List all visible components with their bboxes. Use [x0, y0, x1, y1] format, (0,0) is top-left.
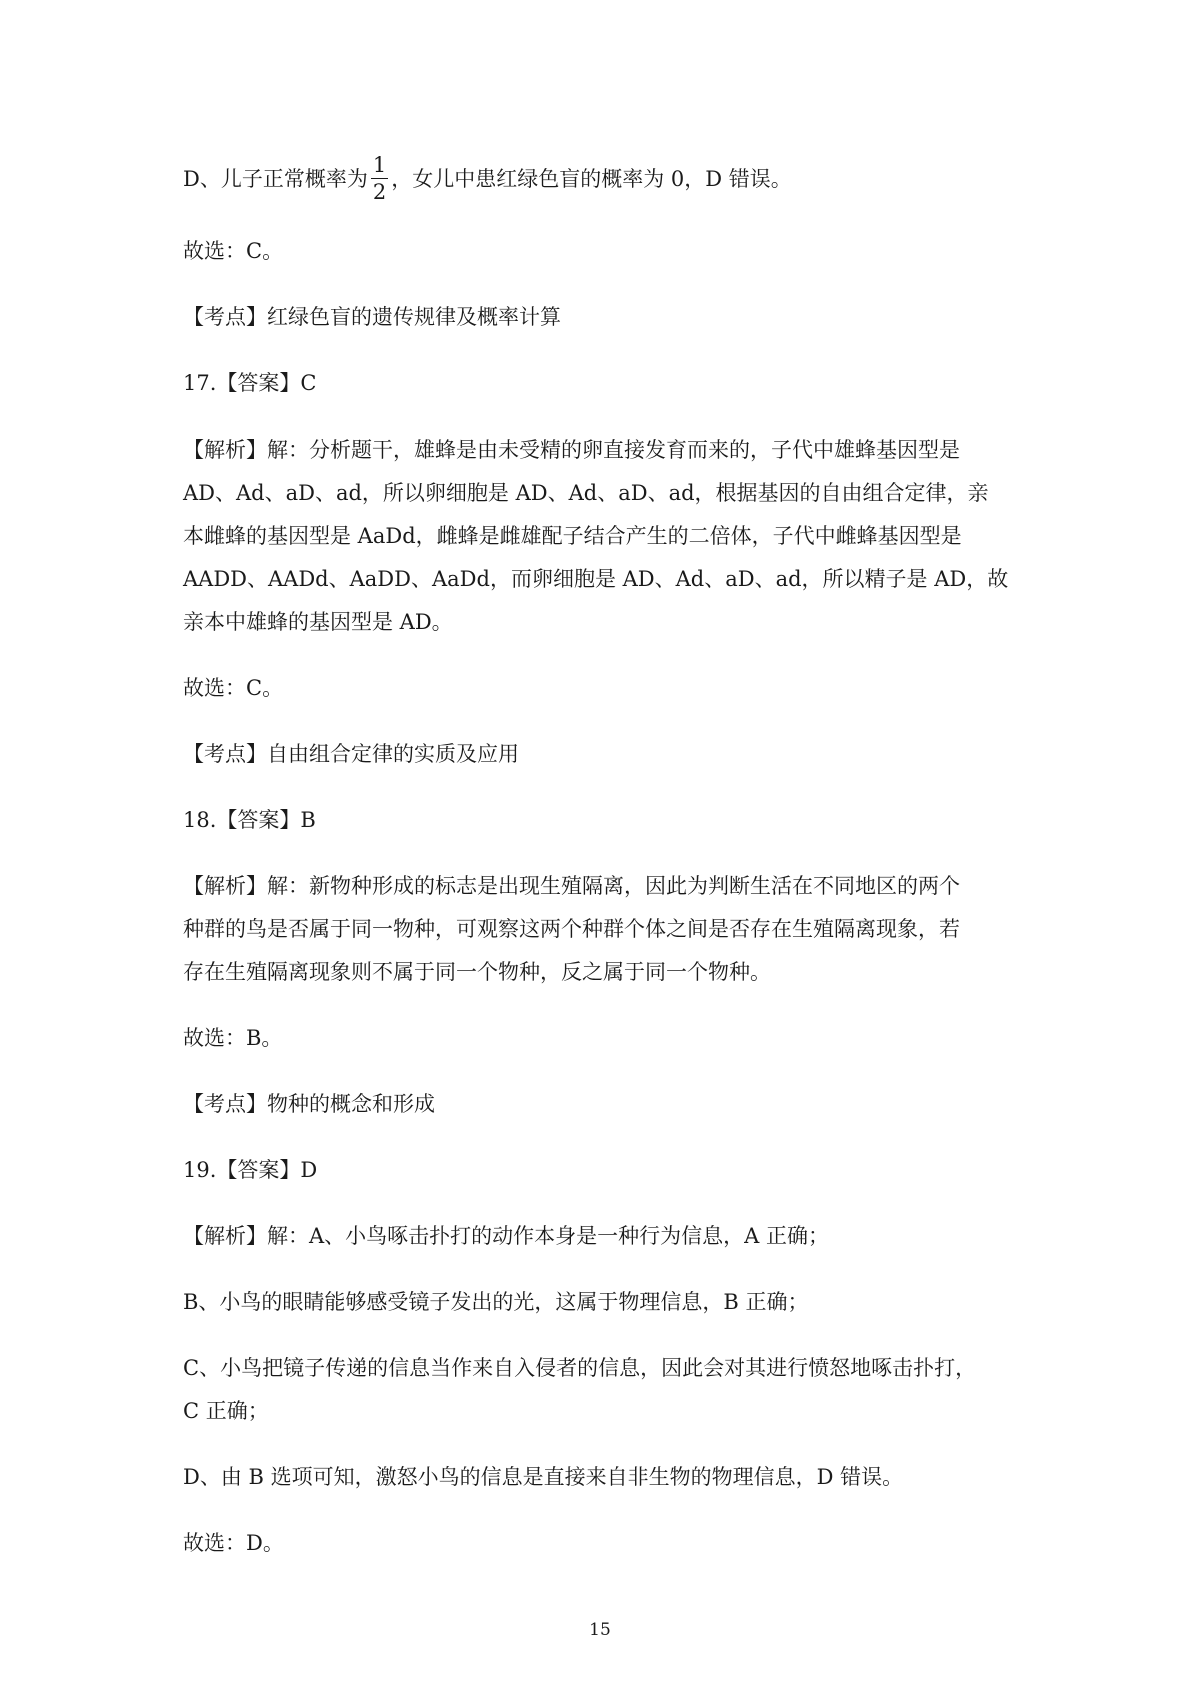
page-number: 15: [589, 1620, 611, 1640]
q19-analysis-a: 【解析】解：A、小鸟啄击扑打的动作本身是一种行为信息，A 正确；: [183, 1224, 830, 1248]
q17-point: 【考点】自由组合定律的实质及应用: [183, 742, 519, 766]
q16-option-d: [183, 154, 1043, 207]
fraction-denominator: 2: [372, 180, 387, 204]
q16-option-d-text-after: ，女儿中患红绿色盲的概率为 0，D 错误。: [391, 167, 792, 191]
q17-analysis-line-2: AD、Ad、aD、ad，所以卵细胞是 AD、Ad、aD、ad，根据基因的自由组合定律，亲: [183, 481, 989, 505]
q18-answer: 18.【答案】B: [183, 808, 316, 832]
q16-point: 【考点】红绿色盲的遗传规律及概率计算: [183, 305, 561, 329]
q19-analysis-b: B、小鸟的眼睛能够感受镜子发出的光，这属于物理信息，B 正确；: [183, 1290, 809, 1314]
q18-choice: 故选：B。: [183, 1026, 283, 1050]
q18-analysis-line-1: 【解析】解：新物种形成的标志是出现生殖隔离，因此为判断生活在不同地区的两个: [183, 874, 960, 898]
q19-choice: 故选：D。: [183, 1531, 284, 1555]
q17-analysis-line-5: 亲本中雄蜂的基因型是 AD。: [183, 610, 453, 634]
q17-answer: 17.【答案】C: [183, 371, 317, 395]
q17-choice: 故选：C。: [183, 676, 284, 700]
q17-analysis-line-1: 【解析】解：分析题干，雄蜂是由未受精的卵直接发育而来的，子代中雄蜂基因型是: [183, 438, 960, 462]
q16-option-d-text-before: D、儿子正常概率为: [183, 167, 368, 191]
q18-point: 【考点】物种的概念和形成: [183, 1092, 435, 1116]
q19-answer: 19.【答案】D: [183, 1158, 318, 1182]
q19-analysis-d: D、由 B 选项可知，激怒小鸟的信息是直接来自非生物的物理信息，D 错误。: [183, 1465, 904, 1489]
q19-analysis-c-line-2: C 正确；: [183, 1399, 269, 1423]
q18-analysis-line-3: 存在生殖隔离现象则不属于同一个物种，反之属于同一个物种。: [183, 960, 771, 984]
q19-analysis-c-line-1: C、小鸟把镜子传递的信息当作来自入侵者的信息，因此会对其进行愤怒地啄击扑打，: [183, 1356, 977, 1380]
q16-choice: 故选：C。: [183, 239, 284, 263]
q17-analysis-line-4: AADD、AADd、AaDD、AaDd，而卵细胞是 AD、Ad、aD、ad，所以精子是 AD，故: [183, 567, 1009, 591]
fraction-numerator: 1: [372, 153, 387, 177]
fraction-one-half: [371, 152, 388, 205]
q17-analysis-line-3: 本雌蜂的基因型是 AaDd，雌蜂是雌雄配子结合产生的二倍体，子代中雌蜂基因型是: [183, 524, 962, 548]
q18-analysis-line-2: 种群的鸟是否属于同一物种，可观察这两个种群个体之间是否存在生殖隔离现象，若: [183, 917, 960, 941]
